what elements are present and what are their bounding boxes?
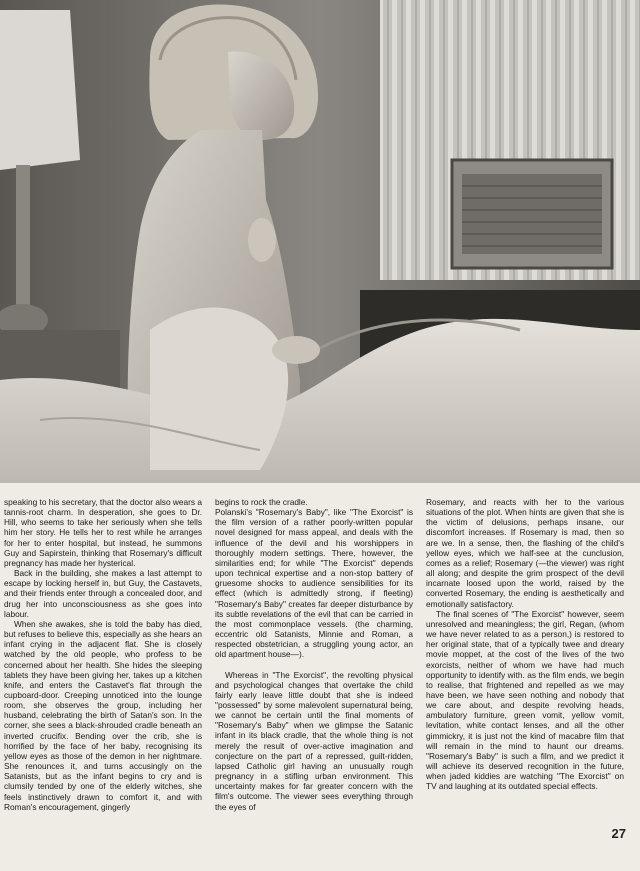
column-1 [4, 497, 202, 847]
col3-paragraph-1: Rosemary, and reacts with her to the various situations of the plot. When hints are given that she is the victim of delusions, perhaps insane, our discomfort increases. If Rosemary is mad, then so are we. In a sense, then, the flashing of the child's yellow eyes, which we half-see at the cunclusion, comes as a relief; Rosemary (—the viewer) was right all along; and despite the grim prospect of the devil incarnate loosed upon the world, raised by the converted Rosemary, the ending is aesthetically and emotionally satisfactory. [426, 497, 624, 609]
col2-paragraph-3: Whereas in "The Exorcist", the revolting physical and psychological changes that overtake the child fairly early leave little doubt that she is indeed "possessed" by some malevolent supernatural being, we cannot be certain until the final moments of "Rosemary's Baby" when we glimpse the Satanic infant in its black cradle, that the whole thing is not merely the result of over-active imagination and conjecture on the part of a repressed, guilt-ridden, lapsed Catholic girl having an unusually rough pregnancy in a stifling urban environment. This uncertainty makes for far greater concern with the film's outcome. The viewer sees everything through the eyes of [215, 669, 413, 812]
page-number: 27 [611, 826, 626, 841]
col3-paragraph-2: The final scenes of "The Exorcist" however, seem unresolved and meaningless; the girl, Regan, (whom we have never related to as a person,) is restored to her original state, that of a typically twee and dreary movie moppet, at the cost of the lives of the two exorcists, neither of whom we have had much opportunity to identify with. as the film ends, we begin to realise, that frightened and repelled as we may have been, we have seen nothing and nobody that we care about, and despite revolving heads, ambulatory furniture, green vomit, yellow vomit, levitation, white contact lenses, and all the other gimmickry, it is just not the kind of macabre film that will remain in the mind to haunt our dreams. "Rosemary's Baby" is such a film, and we predict it will achieve its deserved recognition in the future, when jaded kiddies are watching "The Exorcist" on TV and laughing at its outdated special effects. [426, 608, 624, 792]
col1-paragraph-1: speaking to his secretary, that the doctor also wears a tannis-root charm. In desperation, she goes to Dr. Hill, who seems to take her seriously when she tells him her story. He tells her to rest while he arranges for her to enter hospital, but instead, he summons Guy and Sapirstein, thinking that Rosemary's difficult pregnancy has made her hysterical. [4, 497, 202, 568]
column-2 [215, 497, 413, 847]
article-body [4, 497, 624, 847]
col1-paragraph-3: When she awakes, she is told the baby has died, but refuses to believe this, especially as she hears an infant crying in the adjacent flat. She is closely watched by the old people, who profess to be concerned about her health. She hides the sleeping tablets they have been giving her, takes up a kitchen knife, and enters the Castavet's flat through the cupboard-door. Creeping unnoticed into the lounge room, she observes the group, including her husband, celebrating the birth of Satan's son. In the corner, she sees a black-shrouded cradle beneath an inverted crucifix. Bending over the crib, she is horrified by the face of her baby, recognising its yellow eyes as those of the demon in her nightmare. She renounces it, and turns accusingly on the Satanists, but as the infant begins to cry and is clumsily tended by one of the elderly witches, she feels instinctively drawn to comfort it, and with Roman's encouragement, gingerly [4, 618, 202, 812]
col2-paragraph-2: Polanski's "Rosemary's Baby", like "The Exorcist" is the film version of a rather poorly-written popular novel designed for mass appeal, and deals with the influence of the devil and his worshippers in thoroughly modern settings. There, however, the similarities end; for while "The Exorcist" depends upon technical expertise and a non-stop battery of gruesome shocks to audience sensibilities for its effect (which is admittedly strong, if fleeting) "Rosemary's Baby" creates far deeper disturbance by its subtle revelations of the evil that can be carried in the most commonplace vessels. (the charming, eccentric old Satanists, Minnie and Roman, a respected obstetrician, a struggling young actor, an old apartment house—). [215, 507, 413, 660]
column-3 [426, 497, 624, 847]
col1-paragraph-2: Back in the building, she makes a last attempt to escape by locking herself in, but Guy, the Castavets, and their friends enter through a concealed door, and drug her into unconsciousness as she goes into labour. [4, 568, 202, 619]
col2-paragraph-1: begins to rock the cradle. [215, 497, 308, 507]
